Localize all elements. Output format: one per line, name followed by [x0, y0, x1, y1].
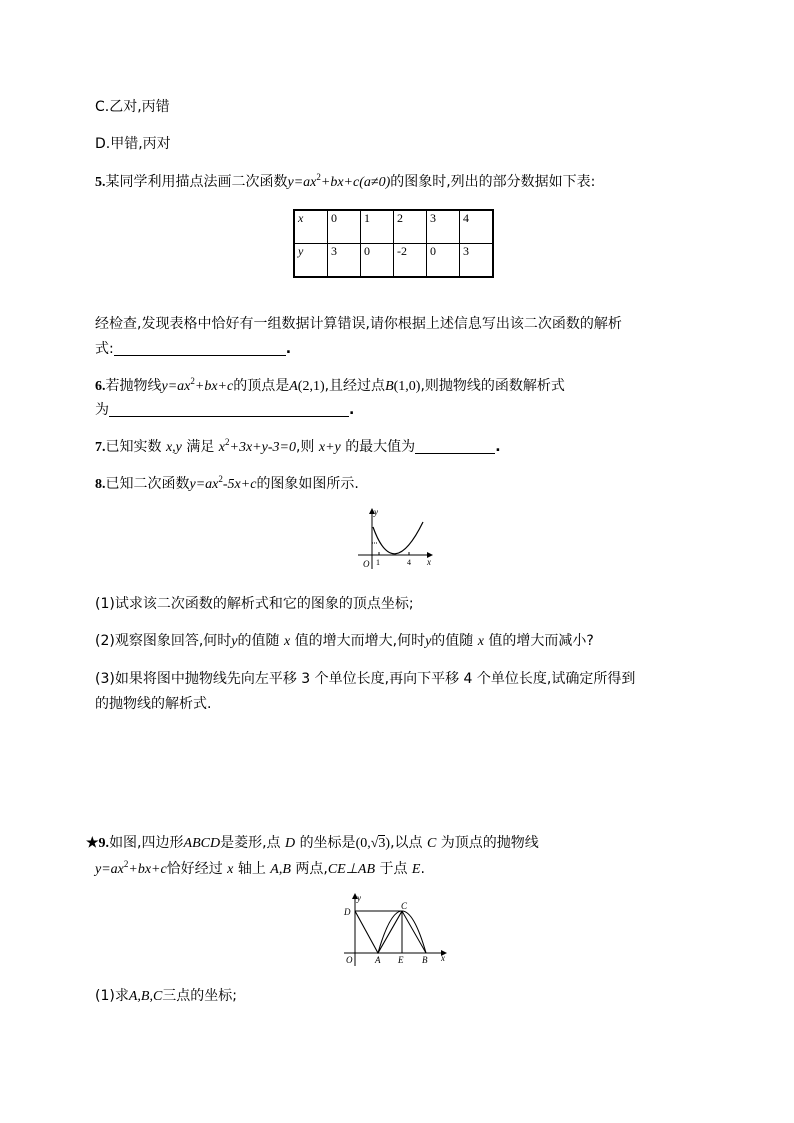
q9-text: 两点,: [295, 861, 328, 877]
period: .: [420, 861, 425, 877]
point-b-label: B: [422, 955, 428, 965]
math-perp: CE⊥AB: [327, 862, 376, 877]
question-number: 5.: [95, 175, 106, 190]
math-y: y: [231, 634, 238, 649]
math-bxc: +bx+c: [194, 379, 234, 394]
math-point-c: C: [427, 836, 437, 851]
math-exponent: 2: [225, 437, 230, 447]
q7-text: 的最大值为: [345, 439, 416, 455]
rhombus-graph: [340, 890, 452, 970]
q8-text: 的值随: [237, 633, 280, 649]
table-cell: x: [294, 210, 328, 244]
table-cell: 2: [394, 210, 427, 244]
option-d: D.甲错,丙对: [95, 136, 171, 152]
option-c: C.乙对,丙错: [95, 99, 170, 115]
q5-line-3: [95, 339, 291, 359]
parabola-curve: [373, 522, 423, 554]
table-cell: y: [294, 244, 328, 278]
question-8: [95, 474, 359, 495]
math-eq: +3x+y-3=0: [229, 440, 296, 455]
question-number: 8.: [95, 477, 106, 492]
q9-text: 轴上: [237, 861, 266, 877]
math-bxc: +bx+c: [128, 862, 167, 877]
q8-sub-2: [95, 631, 594, 652]
question-9: [86, 833, 539, 854]
math-coord: (0,: [355, 836, 371, 851]
math-ab: A,B: [270, 862, 291, 877]
x-axis-label: x: [427, 557, 431, 567]
q8-text: 值的增大而增大,何时: [294, 633, 426, 649]
math-tail: -5x+c: [222, 477, 257, 492]
q8-sub-3-cont: 的抛物线的解析式.: [95, 696, 212, 712]
question-6: [95, 376, 565, 397]
y-axis-label: y: [357, 893, 361, 903]
q9-text: 三点的坐标;: [162, 988, 238, 1004]
q8-sub-3: (3)如果将图中抛物线先向左平移 3 个单位长度,再向下平移 4 个单位长度,试确定所得到: [95, 671, 636, 687]
q8-text: (2)观察图象回答,何时: [95, 633, 232, 649]
tick-label: 1: [376, 558, 380, 567]
q5-text: 的图象时,列出的部分数据如下表:: [390, 174, 596, 190]
q9-text: 是菱形,点: [220, 835, 281, 851]
sqrt-sign: √: [370, 836, 379, 851]
q9-sub-1: [95, 986, 237, 1007]
q5-text: 某同学利用描点法画二次函数: [105, 174, 288, 190]
table-cell: 3: [328, 244, 361, 278]
q8-text: 已知二次函数: [105, 476, 190, 492]
x-axis-label: x: [441, 953, 445, 963]
math-x: x: [227, 862, 234, 877]
math-x: x: [477, 634, 484, 649]
math-point-a: A: [289, 379, 298, 394]
math-y: y: [425, 634, 432, 649]
table-cell: 3: [460, 244, 494, 278]
math-point-e: E: [411, 862, 421, 877]
math-point-d: D: [284, 836, 296, 851]
math-point-b: B: [385, 379, 394, 394]
question-number: 7.: [95, 440, 106, 455]
table-cell: 3: [427, 210, 460, 244]
answer-blank[interactable]: [114, 341, 286, 356]
parabola-graph: [352, 505, 438, 571]
q8-text: 的图象如图所示.: [256, 476, 359, 492]
q8-text: 值的增大而减小?: [488, 633, 594, 649]
sqrt-radicand: 3: [378, 836, 386, 851]
point-e-label: E: [398, 955, 404, 965]
table-cell: -2: [394, 244, 427, 278]
segment-cb: [402, 911, 426, 953]
math-coord: ): [385, 836, 391, 851]
point-c-label: C: [401, 901, 408, 911]
period: .: [495, 439, 501, 455]
q6-text: 若抛物线: [105, 378, 162, 394]
q5-line-2: 经检查,发现表格中恰好有一组数据计算错误,请你根据上述信息写出该二次函数的解析: [95, 316, 622, 332]
question-number: 6.: [95, 379, 106, 394]
math-ax: =ax: [101, 862, 124, 877]
q6-text: ,则抛物线的函数解析式: [420, 378, 565, 394]
table-cell: 0: [361, 244, 394, 278]
q7-text: 已知实数: [105, 439, 162, 455]
math-y: y: [189, 477, 196, 492]
math-coord: (2,1): [297, 379, 325, 394]
q9-text: 为顶点的抛物线: [440, 835, 539, 851]
point-d-label: D: [344, 907, 351, 917]
period: .: [285, 341, 292, 357]
tick-label: 4: [407, 558, 411, 567]
table-row: [294, 244, 493, 278]
origin-label: O: [363, 559, 370, 569]
answer-blank[interactable]: [415, 439, 495, 454]
q9-text: 于点: [379, 861, 408, 877]
math-ax: =ax: [167, 379, 191, 394]
table-cell: 1: [361, 210, 394, 244]
math-eq: x: [218, 440, 226, 455]
question-7: [95, 437, 501, 458]
math-abcd: ABCD: [183, 836, 221, 851]
math-y: y: [95, 862, 102, 877]
table-row: [294, 210, 493, 244]
q9-text: 恰好经过: [166, 861, 223, 877]
q6-text: 的顶点是: [233, 378, 290, 394]
math-exponent: 2: [218, 474, 223, 484]
math-coord: (1,0): [393, 379, 421, 394]
q7-text: ,则: [295, 439, 315, 455]
table-cell: 4: [460, 210, 494, 244]
q9-text: ,以点: [390, 835, 423, 851]
data-table: [293, 209, 494, 278]
y-axis-label: y: [374, 507, 378, 517]
math-y: y: [161, 379, 168, 394]
table-cell: 0: [328, 210, 361, 244]
q5-text: 式:: [95, 341, 114, 357]
math-ax: =ax: [195, 477, 219, 492]
rhombus: [355, 911, 402, 953]
math-exponent: 2: [190, 376, 195, 386]
q9-line-2: [95, 859, 425, 880]
math-bxc: +bx+c: [320, 175, 360, 190]
q6-text: 为: [95, 402, 109, 418]
point-a-label: A: [375, 955, 381, 965]
q8-text: 的值随: [431, 633, 474, 649]
q6-text: ,且经过点: [324, 378, 386, 394]
math-sum: x+y: [318, 440, 341, 455]
math-x: x: [283, 634, 291, 649]
math-condition: (a≠0): [359, 175, 391, 190]
question-number: ★9.: [86, 836, 110, 851]
math-ax: =ax: [293, 175, 317, 190]
q8-sub-1: (1)试求该二次函数的解析式和它的图象的顶点坐标;: [95, 596, 414, 612]
answer-blank[interactable]: [109, 402, 349, 417]
math-exponent: 2: [316, 172, 321, 182]
q9-text: 的坐标是: [299, 835, 356, 851]
math-xy: x,y: [165, 440, 182, 455]
q9-text: (1)求: [95, 988, 129, 1004]
q9-text: 如图,四边形: [109, 835, 184, 851]
math-y: y: [287, 175, 294, 190]
math-abc: A,B,C: [128, 989, 163, 1004]
q6-line-2: [95, 400, 354, 420]
origin-label: O: [346, 955, 353, 965]
question-5: [95, 172, 595, 193]
math-exponent: 2: [123, 859, 129, 869]
period: .: [349, 402, 355, 418]
q7-text: 满足: [186, 439, 215, 455]
table-cell: 0: [427, 244, 460, 278]
